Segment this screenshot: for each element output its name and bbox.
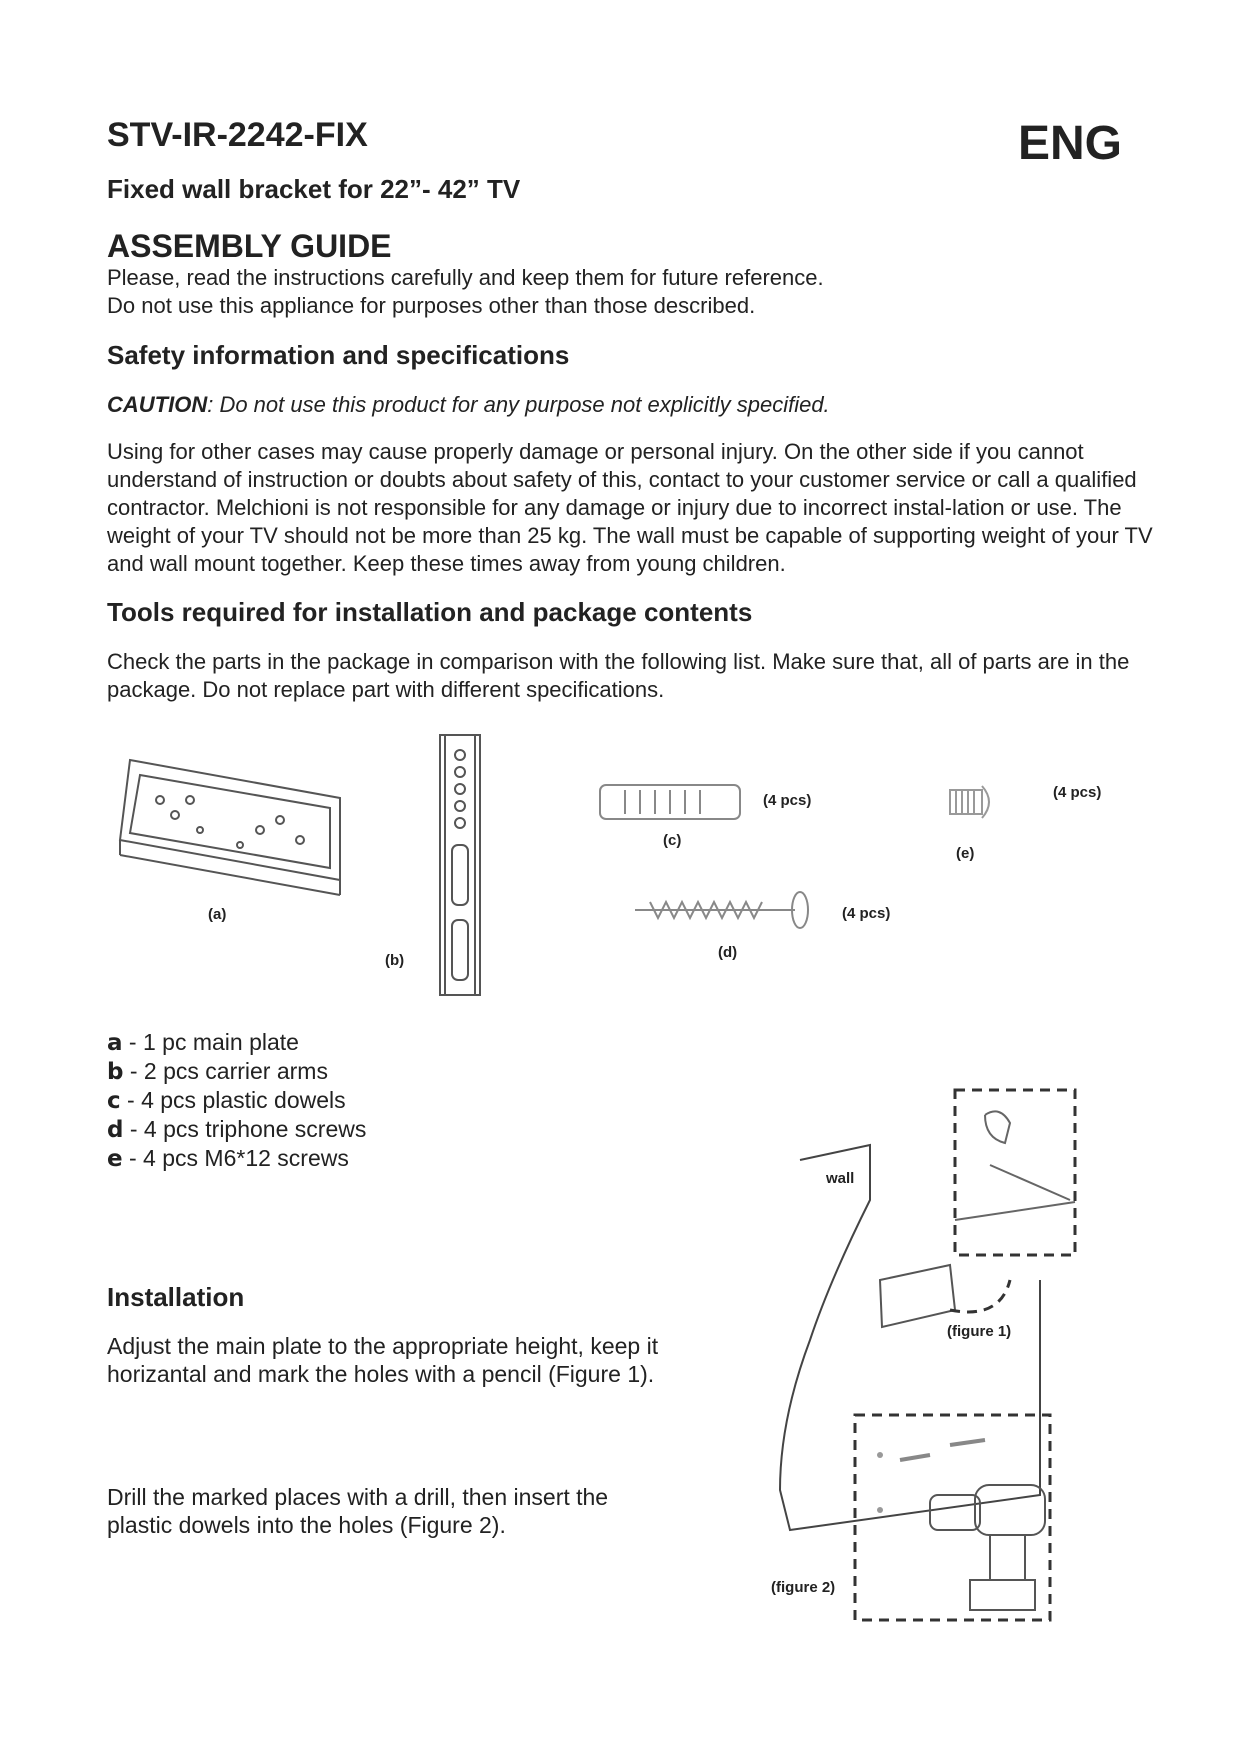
product-subtitle: Fixed wall bracket for 22”- 42” TV — [107, 174, 521, 204]
model-number: STV-IR-2242-FIX — [107, 116, 368, 154]
installation-heading: Installation — [107, 1282, 245, 1312]
qty-e: (4 pcs) — [1053, 784, 1102, 801]
label-d: (d) — [718, 944, 738, 961]
caution-line — [107, 392, 830, 418]
safety-heading: Safety information and specifications — [107, 340, 570, 370]
label-c: (c) — [663, 832, 682, 849]
list-item: e - 4 pcs M6*12 screws — [107, 1145, 349, 1172]
parts-list — [107, 1028, 366, 1173]
language-code: ENG — [1018, 117, 1123, 170]
tools-heading: Tools required for installation and package contents — [107, 597, 753, 627]
installation-step-2: Drill the marked places with a drill, then insert the plastic dowels into the holes (Figure 2). — [107, 1484, 609, 1538]
label-e: (e) — [956, 845, 975, 862]
qty-c: (4 pcs) — [763, 792, 812, 809]
installation-step-1: Adjust the main plate to the appropriate height, keep it horizantal and mark the holes with a pencil (Figure 1). — [107, 1333, 659, 1387]
list-item: a - 1 pc main plate — [107, 1029, 299, 1056]
figure-1-detail-box — [955, 1090, 1075, 1255]
qty-d: (4 pcs) — [842, 905, 891, 922]
installation-illustration — [740, 1080, 1100, 1640]
intro-line-1: Please, read the instructions carefully and keep them for future reference. — [107, 265, 824, 290]
tools-body: Check the parts in the package in comparison with the following list. Make sure that, all of parts are in the package. Do not replace part with different specifications. — [107, 649, 1130, 702]
caution-text: : Do not use this product for any purpose not explicitly specified. — [207, 392, 830, 417]
main-plate-drawing — [120, 760, 340, 895]
list-item: b - 2 pcs carrier arms — [107, 1058, 328, 1085]
plastic-dowel-drawing — [600, 785, 740, 819]
plate-on-wall — [880, 1265, 955, 1327]
drill-drawing — [930, 1485, 1045, 1610]
caution-label: CAUTION — [107, 392, 208, 417]
label-a: (a) — [208, 906, 227, 923]
wall-label: wall — [826, 1170, 855, 1187]
safety-body: Using for other cases may cause properly damage or personal injury. On the other side if you cannot understand of instruction or doubts about safety of this, contact to your customer service or call a qualified contractor. Melchioni is not responsible for any damage or injury due to incorrect instal-lation or use. The weight of your TV should not be more than 25 kg. The wall must be capable of supporting weight of your TV and wall mount together. Keep these times away from young children. — [107, 439, 1153, 576]
figure-2-label: (figure 2) — [771, 1579, 836, 1596]
intro-text — [107, 264, 824, 320]
m6-screw-drawing — [950, 786, 989, 818]
parts-illustration — [0, 720, 1241, 1010]
list-item: d - 4 pcs triphone screws — [107, 1116, 367, 1143]
intro-line-2: Do not use this appliance for purposes other than those described. — [107, 293, 756, 318]
carrier-arm-drawing — [440, 735, 480, 995]
figure-1-label: (figure 1) — [947, 1323, 1012, 1340]
guide-title: ASSEMBLY GUIDE — [107, 228, 392, 264]
label-b: (b) — [385, 952, 405, 969]
triphone-screw-drawing — [635, 892, 808, 928]
list-item: c - 4 pcs plastic dowels — [107, 1087, 346, 1114]
